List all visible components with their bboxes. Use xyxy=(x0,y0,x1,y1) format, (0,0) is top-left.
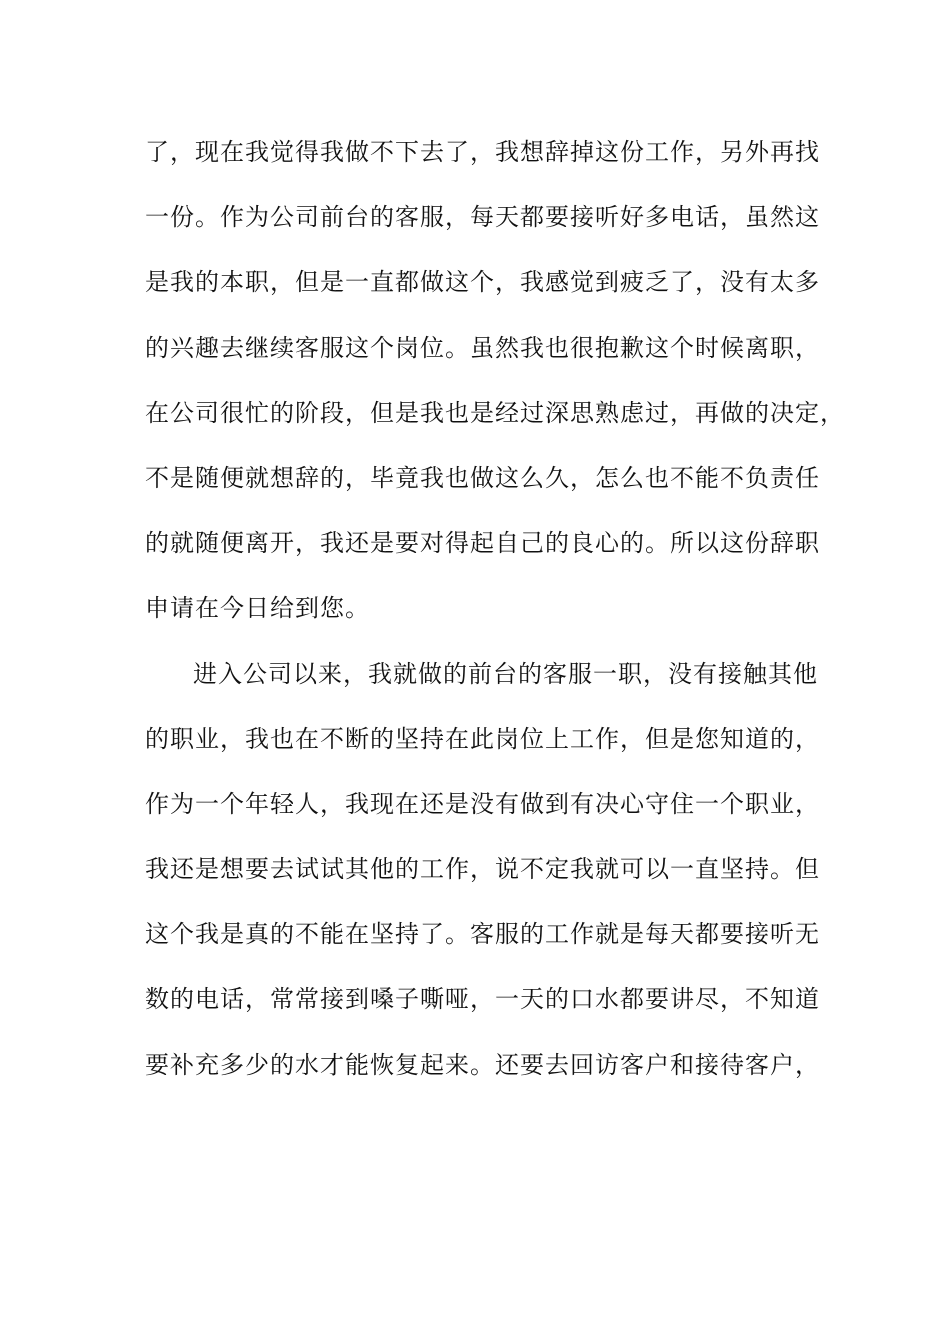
text-line: 作为一个年轻人，我现在还是没有做到有决心守住一个职业， xyxy=(145,789,820,818)
text-line: 我还是想要去试试其他的工作，说不定我就可以一直坚持。但 xyxy=(145,855,820,884)
text-line: 的兴趣去继续客服这个岗位。虽然我也很抱歉这个时候离职， xyxy=(145,333,820,362)
text-line: 了，现在我觉得我做不下去了，我想辞掉这份工作，另外再找 xyxy=(145,138,820,166)
text-line: 的职业，我也在不断的坚持在此岗位上工作，但是您知道的， xyxy=(145,724,820,753)
paragraph-first-line: 进入公司以来，我就做的前台的客服一职，没有接触其他 xyxy=(193,659,818,688)
text-line: 数的电话，常常接到嗓子嘶哑，一天的口水都要讲尽，不知道 xyxy=(145,985,820,1014)
text-line: 这个我是真的不能在坚持了。客服的工作就是每天都要接听无 xyxy=(145,920,820,949)
text-line: 一份。作为公司前台的客服，每天都要接听好多电话，虽然这 xyxy=(145,203,820,232)
text-line: 要补充多少的水才能恢复起来。还要去回访客户和接待客户， xyxy=(145,1050,820,1079)
text-line: 在公司很忙的阶段，但是我也是经过深思熟虑过，再做的决定， xyxy=(145,398,845,427)
text-line: 是我的本职，但是一直都做这个，我感觉到疲乏了，没有太多 xyxy=(145,268,820,297)
text-line: 申请在今日给到您。 xyxy=(145,594,370,623)
text-line: 的就随便离开，我还是要对得起自己的良心的。所以这份辞职 xyxy=(145,529,820,558)
text-line: 不是随便就想辞的，毕竟我也做这么久，怎么也不能不负责任 xyxy=(145,463,820,492)
body-text xyxy=(145,128,845,1106)
